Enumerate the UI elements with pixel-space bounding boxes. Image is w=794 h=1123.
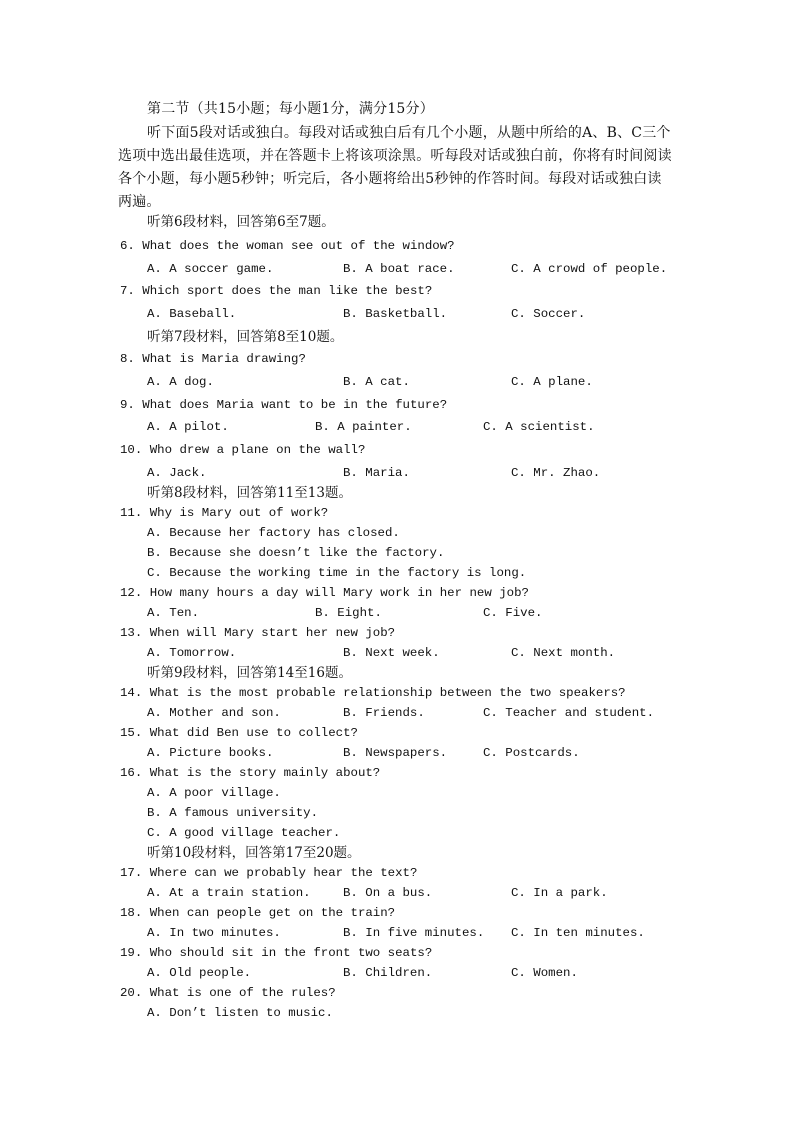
q6-option-b: B. A boat race. [343,262,455,276]
q20-option-a: A. Don’t listen to music. [147,1006,333,1020]
instruction-line-3: 各个小题，每小题5秒钟；听完后，各小题将给出5秒钟的作答时间。每段对话或独白读 [118,171,662,187]
instruction-line-4: 两遍。 [118,194,161,210]
material-8-prompt: 听第8段材料，回答第11至13题。 [147,485,352,501]
q14-option-c: C. Teacher and student. [483,706,655,720]
q11-option-c: C. Because the working time in the factory is long. [147,566,527,580]
q8-option-b: B. A cat. [343,375,410,389]
question-15: 15. What did Ben use to collect? [120,726,358,740]
q16-option-c: C. A good village teacher. [147,826,341,840]
material-10-prompt: 听第10段材料，回答第17至20题。 [147,845,361,861]
question-6: 6. What does the woman see out of the window? [120,239,455,253]
q13-option-c: C. Next month. [511,646,616,660]
question-9: 9. What does Maria want to be in the future? [120,398,448,412]
q6-option-c: C. A crowd of people. [511,262,668,276]
question-14: 14. What is the most probable relationship between the two speakers? [120,686,626,700]
q12-option-a: A. Ten. [147,606,200,620]
q9-option-a: A. A pilot. [147,420,229,434]
q8-option-c: C. A plane. [511,375,593,389]
q10-option-c: C. Mr. Zhao. [511,466,601,480]
question-12: 12. How many hours a day will Mary work in her new job? [120,586,529,600]
q13-option-b: B. Next week. [343,646,440,660]
question-16: 16. What is the story mainly about? [120,766,381,780]
q11-option-b: B. Because she doesn’t like the factory. [147,546,445,560]
question-7: 7. Which sport does the man like the best? [120,284,433,298]
material-7-prompt: 听第7段材料，回答第8至10题。 [147,329,344,345]
q10-option-a: A. Jack. [147,466,207,480]
question-13: 13. When will Mary start her new job? [120,626,396,640]
q19-option-a: A. Old people. [147,966,252,980]
q14-option-a: A. Mother and son. [147,706,281,720]
q9-option-b: B. A painter. [315,420,412,434]
question-11: 11. Why is Mary out of work? [120,506,329,520]
question-18: 18. When can people get on the train? [120,906,396,920]
question-10: 10. Who drew a plane on the wall? [120,443,366,457]
q16-option-b: B. A famous university. [147,806,319,820]
q19-option-c: C. Women. [511,966,578,980]
q15-option-a: A. Picture books. [147,746,274,760]
q12-option-b: B. Eight. [315,606,382,620]
q12-option-c: C. Five. [483,606,543,620]
q16-option-a: A. A poor village. [147,786,281,800]
q10-option-b: B. Maria. [343,466,410,480]
q6-option-a: A. A soccer game. [147,262,274,276]
q13-option-a: A. Tomorrow. [147,646,237,660]
q17-option-c: C. In a park. [511,886,608,900]
q17-option-b: B. On a bus. [343,886,433,900]
q8-option-a: A. A dog. [147,375,214,389]
q19-option-b: B. Children. [343,966,433,980]
q15-option-b: B. Newspapers. [343,746,448,760]
material-6-prompt: 听第6段材料，回答第6至7题。 [147,214,335,230]
q15-option-c: C. Postcards. [483,746,580,760]
q7-option-b: B. Basketball. [343,307,448,321]
question-17: 17. Where can we probably hear the text? [120,866,418,880]
q11-option-a: A. Because her factory has closed. [147,526,400,540]
q18-option-c: C. In ten minutes. [511,926,645,940]
question-8: 8. What is Maria drawing? [120,352,306,366]
instruction-line-1: 听下面5段对话或独白。每段对话或独白后有几个小题，从题中所给的A、B、C三个 [147,125,671,141]
q18-option-a: A. In two minutes. [147,926,281,940]
q17-option-a: A. At a train station. [147,886,311,900]
question-20: 20. What is one of the rules? [120,986,336,1000]
instruction-line-2: 选项中选出最佳选项，并在答题卡上将该项涂黑。听每段对话或独白前，你将有时间阅读 [118,148,672,164]
q7-option-c: C. Soccer. [511,307,586,321]
q14-option-b: B. Friends. [343,706,425,720]
q9-option-c: C. A scientist. [483,420,595,434]
section-heading: 第二节（共15小题；每小题1分，满分15分） [147,101,434,117]
q18-option-b: B. In five minutes. [343,926,485,940]
question-19: 19. Who should sit in the front two seats? [120,946,433,960]
material-9-prompt: 听第9段材料，回答第14至16题。 [147,665,352,681]
q7-option-a: A. Baseball. [147,307,237,321]
